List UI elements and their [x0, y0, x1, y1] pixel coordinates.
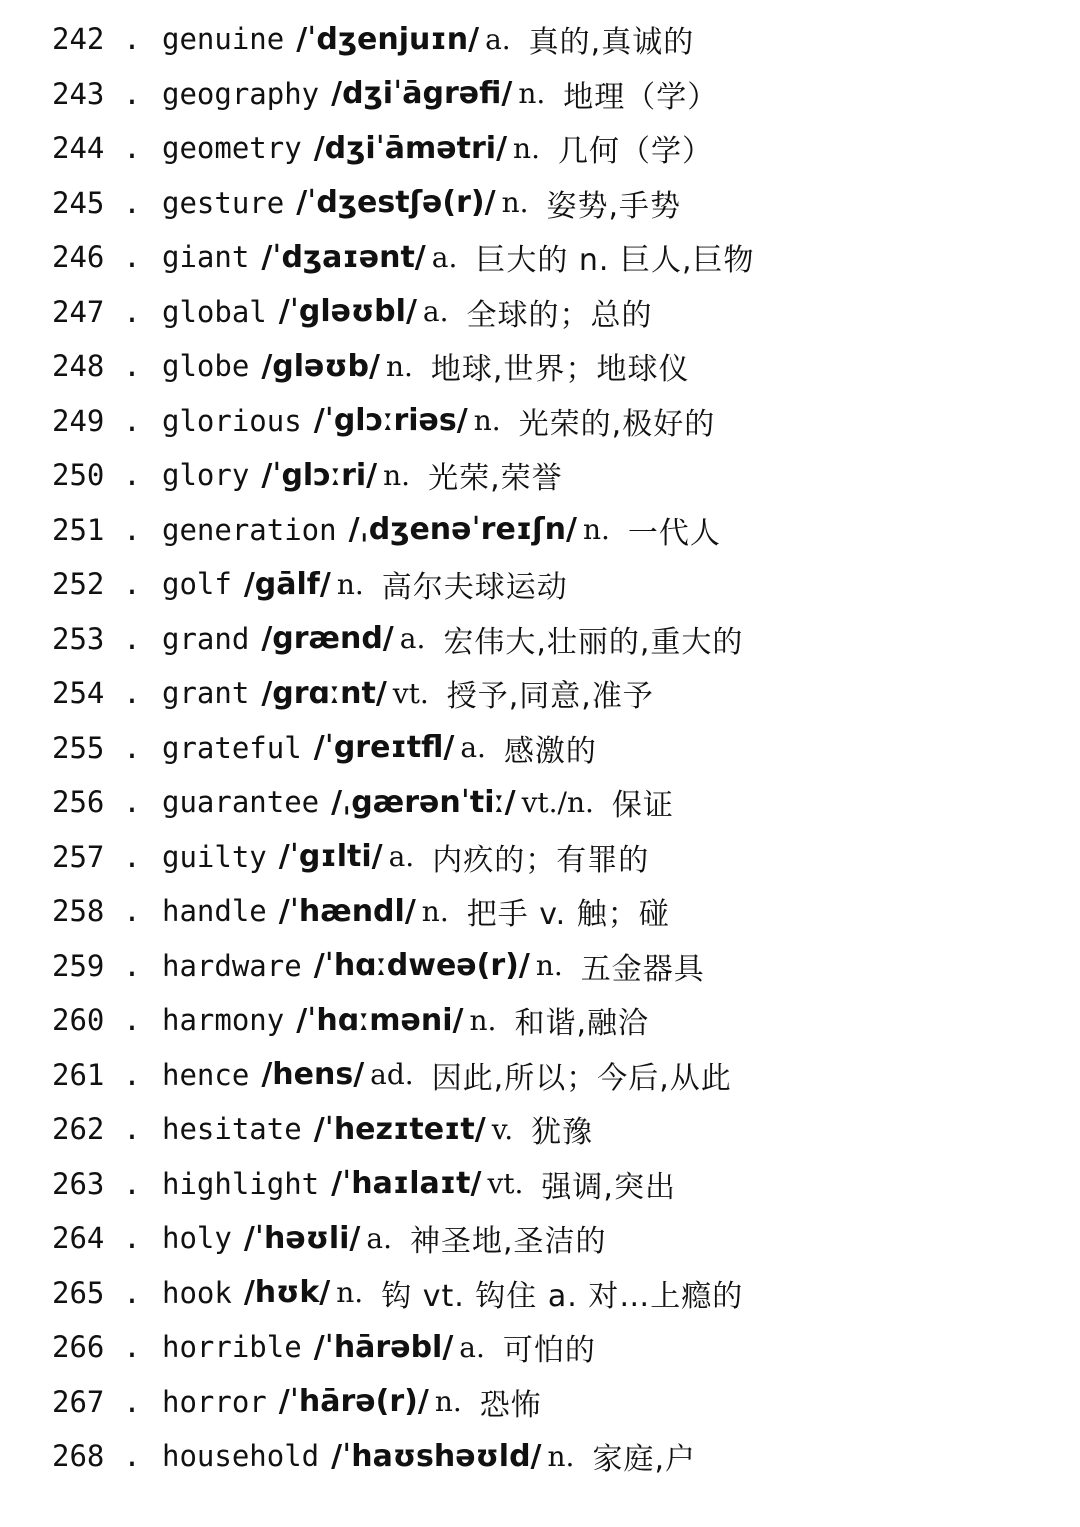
entry-phonetic: /ˈgreɪtfl/: [313, 730, 455, 766]
vocabulary-list: [0, 12, 1080, 1484]
entry-meaning: 犹豫: [531, 1115, 594, 1151]
entry-meaning: 光荣的,极好的: [518, 406, 716, 442]
vocab-entry: [0, 612, 1080, 667]
entry-word: hook: [162, 1275, 232, 1310]
vocab-entry: [0, 557, 1080, 612]
entry-separator: .: [123, 1112, 141, 1147]
entry-number: 262: [52, 1112, 105, 1147]
entry-phonetic: /ˈhɑːdweə(r)/: [313, 948, 530, 984]
entry-phonetic: /ˈhārəbl/: [313, 1329, 454, 1365]
entry-phonetic: /ˈdʒenjuɪn/: [296, 21, 480, 57]
entry-word: giant: [162, 240, 250, 275]
entry-meaning: 地理（学）: [563, 79, 719, 115]
entry-meaning: 内疚的；有罪的: [432, 842, 650, 878]
entry-meaning: 家庭,户: [592, 1442, 696, 1478]
vocab-entry: [0, 666, 1080, 721]
entry-phonetic: /ˌdʒenəˈreɪʃn/: [348, 512, 577, 548]
entry-phonetic: /hens/: [261, 1057, 365, 1093]
entry-phonetic: /gālf/: [243, 566, 331, 602]
entry-part-of-speech: n.: [582, 513, 610, 547]
entry-part-of-speech: n.: [336, 567, 364, 601]
entry-part-of-speech: n.: [473, 404, 501, 438]
entry-meaning: 姿势,手势: [546, 188, 682, 224]
vocab-entry: [0, 230, 1080, 285]
entry-separator: .: [123, 22, 141, 57]
entry-phonetic: /ˈdʒestʃə(r)/: [296, 185, 496, 221]
entry-part-of-speech: a.: [460, 731, 486, 765]
entry-word: geometry: [162, 131, 302, 166]
entry-meaning: 钩 vt. 钩住 a. 对…上瘾的: [381, 1278, 744, 1314]
vocab-entry: [0, 993, 1080, 1048]
entry-word: guarantee: [162, 785, 320, 820]
entry-separator: .: [123, 567, 141, 602]
entry-meaning: 巨大的 n. 巨人,巨物: [475, 243, 755, 279]
entry-separator: .: [123, 131, 141, 166]
vocab-entry: [0, 721, 1080, 776]
vocab-entry: [0, 884, 1080, 939]
entry-phonetic: /ˈgɪlti/: [278, 839, 383, 875]
entry-number: 259: [52, 948, 105, 983]
entry-separator: .: [123, 785, 141, 820]
entry-word: horrible: [162, 1330, 302, 1365]
entry-number: 245: [52, 185, 105, 220]
entry-number: 251: [52, 512, 105, 547]
entry-separator: .: [123, 621, 141, 656]
vocab-entry: [0, 121, 1080, 176]
vocab-entry: [0, 394, 1080, 449]
entry-meaning: 恐怖: [479, 1387, 542, 1423]
entry-number: 258: [52, 894, 105, 929]
entry-word: genuine: [162, 22, 285, 57]
entry-separator: .: [123, 1166, 141, 1201]
entry-phonetic: /dʒiˈāmətri/: [313, 130, 508, 166]
entry-meaning: 授予,同意,准予: [446, 679, 654, 715]
entry-phonetic: /hʊk/: [243, 1275, 331, 1311]
entry-phonetic: /gləʊb/: [261, 348, 380, 384]
entry-word: household: [162, 1439, 320, 1474]
entry-meaning: 强调,突出: [541, 1169, 676, 1205]
entry-number: 266: [52, 1330, 105, 1365]
entry-number: 254: [52, 676, 105, 711]
vocab-entry: [0, 176, 1080, 231]
entry-number: 244: [52, 131, 105, 166]
entry-separator: .: [123, 1330, 141, 1365]
vocab-entry: [0, 1157, 1080, 1212]
entry-number: 265: [52, 1275, 105, 1310]
entry-number: 261: [52, 1057, 105, 1092]
entry-phonetic: /ˈgləʊbl/: [278, 294, 417, 330]
entry-number: 248: [52, 349, 105, 384]
entry-separator: .: [123, 294, 141, 329]
entry-part-of-speech: n.: [421, 894, 449, 928]
entry-meaning: 和谐,融洽: [514, 1006, 649, 1042]
entry-number: 250: [52, 458, 105, 493]
entry-meaning: 高尔夫球运动: [381, 570, 568, 606]
entry-number: 247: [52, 294, 105, 329]
entry-phonetic: /ˈhɑːməni/: [296, 1002, 464, 1038]
vocab-entry: [0, 830, 1080, 885]
vocab-entry: [0, 1429, 1080, 1484]
entry-meaning: 可怕的: [502, 1333, 596, 1369]
entry-part-of-speech: n.: [501, 186, 529, 220]
entry-number: 264: [52, 1221, 105, 1256]
entry-word: highlight: [162, 1166, 320, 1201]
entry-separator: .: [123, 185, 141, 220]
entry-part-of-speech: n.: [336, 1276, 364, 1310]
entry-word: golf: [162, 567, 232, 602]
entry-part-of-speech: ad.: [370, 1058, 414, 1092]
entry-number: 253: [52, 621, 105, 656]
vocab-entry: [0, 1211, 1080, 1266]
entry-phonetic: /ˈhārə(r)/: [278, 1384, 429, 1420]
vocab-entry: [0, 67, 1080, 122]
entry-meaning: 几何（学）: [557, 134, 713, 170]
entry-part-of-speech: a.: [485, 22, 511, 56]
entry-word: hesitate: [162, 1112, 302, 1147]
entry-part-of-speech: a.: [388, 840, 415, 874]
vocab-entry: [0, 1375, 1080, 1430]
entry-word: glory: [162, 458, 250, 493]
vocab-entry: [0, 1048, 1080, 1103]
entry-meaning: 五金器具: [580, 951, 705, 987]
vocab-entry: [0, 503, 1080, 558]
entry-separator: .: [123, 948, 141, 983]
entry-number: 268: [52, 1439, 105, 1474]
entry-meaning: 光荣,荣誉: [428, 461, 563, 497]
entry-separator: .: [123, 512, 141, 547]
entry-meaning: 因此,所以；今后,从此: [431, 1060, 732, 1096]
entry-meaning: 宏伟大,壮丽的,重大的: [443, 624, 744, 660]
entry-word: gesture: [162, 185, 285, 220]
entry-part-of-speech: n.: [535, 949, 563, 983]
entry-word: horror: [162, 1384, 267, 1419]
entry-number: 252: [52, 567, 105, 602]
entry-part-of-speech: a.: [366, 1221, 392, 1255]
entry-word: grateful: [162, 730, 302, 765]
vocab-entry: [0, 1266, 1080, 1321]
entry-meaning: 把手 v. 触；碰: [466, 897, 670, 933]
vocab-entry: [0, 285, 1080, 340]
vocab-entry: [0, 12, 1080, 67]
entry-word: geography: [162, 76, 320, 111]
entry-part-of-speech: n.: [385, 349, 413, 383]
entry-number: 257: [52, 839, 105, 874]
entry-meaning: 真的,真诚的: [528, 25, 695, 61]
entry-word: grand: [162, 621, 250, 656]
entry-meaning: 神圣地,圣洁的: [409, 1224, 607, 1260]
entry-word: holy: [162, 1221, 232, 1256]
entry-number: 255: [52, 730, 105, 765]
entry-meaning: 保证: [611, 788, 674, 824]
entry-number: 249: [52, 403, 105, 438]
entry-word: generation: [162, 512, 337, 547]
entry-phonetic: /ˈglɔːriəs/: [313, 403, 468, 439]
entry-word: glorious: [162, 403, 302, 438]
entry-number: 243: [52, 76, 105, 111]
entry-part-of-speech: n.: [547, 1439, 575, 1473]
entry-phonetic: /grɑːnt/: [261, 675, 387, 711]
vocab-entry: [0, 939, 1080, 994]
entry-word: global: [162, 294, 267, 329]
entry-part-of-speech: n.: [469, 1003, 497, 1037]
entry-part-of-speech: v.: [491, 1112, 514, 1146]
entry-word: grant: [162, 676, 250, 711]
entry-separator: .: [123, 349, 141, 384]
entry-phonetic: /grænd/: [261, 621, 394, 657]
vocab-entry: [0, 1102, 1080, 1157]
entry-separator: .: [123, 1384, 141, 1419]
entry-part-of-speech: n.: [518, 77, 546, 111]
entry-separator: .: [123, 1439, 141, 1474]
entry-part-of-speech: n.: [434, 1385, 462, 1419]
entry-phonetic: /ˈhaʊshəʊld/: [331, 1438, 542, 1474]
entry-separator: .: [123, 1057, 141, 1092]
entry-separator: .: [123, 76, 141, 111]
entry-number: 267: [52, 1384, 105, 1419]
entry-part-of-speech: a.: [399, 622, 426, 656]
vocab-entry: [0, 448, 1080, 503]
entry-number: 263: [52, 1166, 105, 1201]
entry-separator: .: [123, 1221, 141, 1256]
entry-number: 242: [52, 22, 105, 57]
entry-part-of-speech: vt.: [487, 1167, 524, 1201]
entry-part-of-speech: vt.: [392, 676, 429, 710]
entry-number: 256: [52, 785, 105, 820]
entry-phonetic: /ˈhændl/: [278, 893, 416, 929]
entry-word: guilty: [162, 839, 267, 874]
entry-word: handle: [162, 894, 267, 929]
entry-separator: .: [123, 458, 141, 493]
entry-separator: .: [123, 1003, 141, 1038]
entry-word: hardware: [162, 948, 302, 983]
entry-phonetic: /dʒiˈāgrəfi/: [331, 76, 513, 112]
entry-separator: .: [123, 894, 141, 929]
entry-part-of-speech: a.: [422, 295, 449, 329]
entry-meaning: 全球的；总的: [466, 297, 653, 333]
entry-word: harmony: [162, 1003, 285, 1038]
entry-word: globe: [162, 349, 250, 384]
vocab-entry: [0, 775, 1080, 830]
entry-meaning: 一代人: [627, 515, 721, 551]
entry-separator: .: [123, 676, 141, 711]
entry-phonetic: /ˈglɔːri/: [261, 457, 378, 493]
entry-meaning: 感激的: [503, 733, 597, 769]
entry-separator: .: [123, 240, 141, 275]
entry-part-of-speech: a.: [459, 1330, 485, 1364]
entry-number: 260: [52, 1003, 105, 1038]
entry-phonetic: /ˈhezɪteɪt/: [313, 1111, 486, 1147]
vocab-entry: [0, 1320, 1080, 1375]
vocab-entry: [0, 339, 1080, 394]
entry-separator: .: [123, 839, 141, 874]
entry-part-of-speech: vt./n.: [521, 785, 594, 819]
entry-separator: .: [123, 1275, 141, 1310]
entry-part-of-speech: n.: [383, 458, 411, 492]
entry-phonetic: /ˈhaɪlaɪt/: [331, 1166, 482, 1202]
entry-meaning: 地球,世界；地球仪: [430, 352, 690, 388]
entry-phonetic: /ˈhəʊli/: [243, 1220, 361, 1256]
entry-phonetic: /ˈdʒaɪənt/: [261, 239, 426, 275]
entry-phonetic: /ˌgærənˈtiː/: [331, 784, 516, 820]
entry-separator: .: [123, 403, 141, 438]
entry-number: 246: [52, 240, 105, 275]
entry-part-of-speech: n.: [513, 131, 540, 165]
entry-part-of-speech: a.: [431, 240, 458, 274]
entry-word: hence: [162, 1057, 250, 1092]
entry-separator: .: [123, 730, 141, 765]
